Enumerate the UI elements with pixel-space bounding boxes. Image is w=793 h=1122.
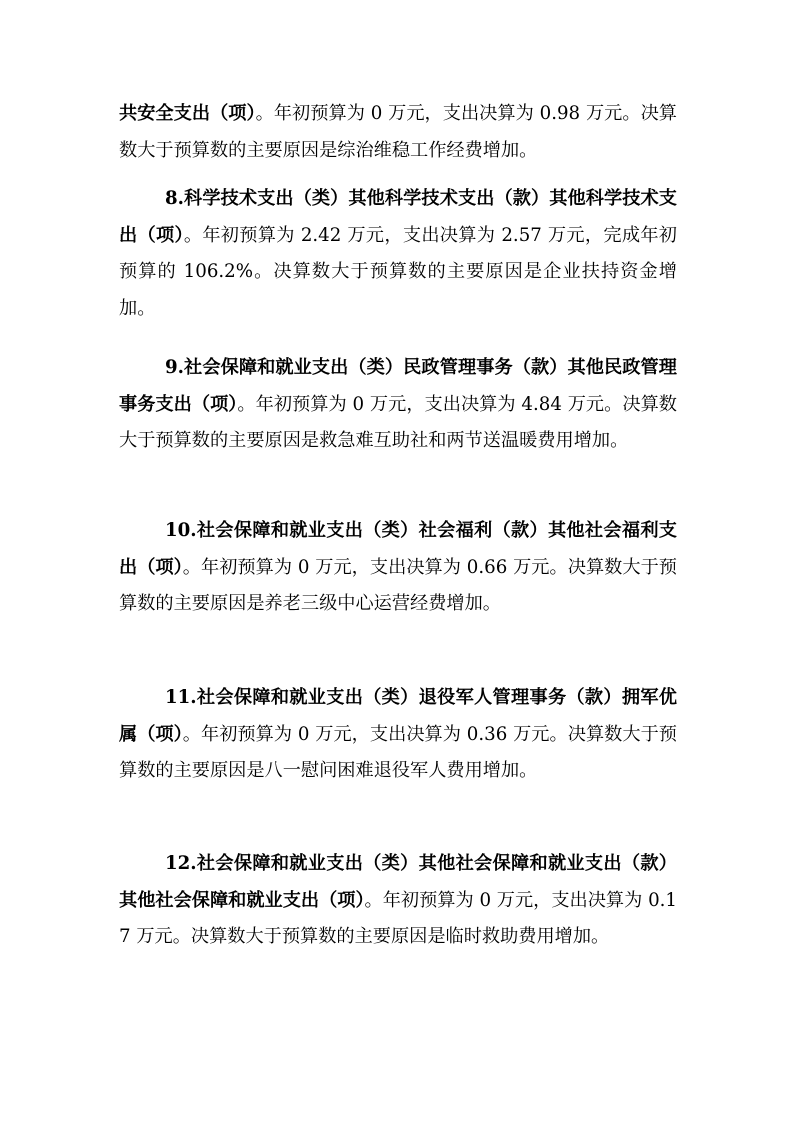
- paragraph-body: 。年初预算为 2.42 万元，支出决算为 2.57 万元，完成年初预算的 106.2%。决算数大于预算数的主要原因是企业扶持资金增加。: [119, 224, 677, 319]
- paragraph-heading: 9.社会保障和就业支出（类）民政管理事务（款）其他民政管理事务支出（项）: [119, 357, 677, 415]
- paragraph-item-9: [119, 350, 677, 460]
- paragraph-heading: 12.社会保障和就业支出（类）其他社会保障和就业支出（款）其他社会保障和就业支出（项）: [119, 853, 677, 911]
- paragraph-heading: 共安全支出（项）: [119, 103, 256, 124]
- paragraph-heading: 10.社会保障和就业支出（类）社会福利（款）其他社会福利支出（项）: [119, 520, 677, 578]
- paragraph-item-8: [119, 181, 677, 327]
- paragraph-body: 。年初预算为 0 万元，支出决算为 4.84 万元。决算数大于预算数的主要原因是救急难互助社和两节送温暖费用增加。: [119, 393, 677, 452]
- paragraph-item-10: [119, 513, 677, 623]
- paragraph-public-safety-continued: [119, 96, 677, 169]
- paragraph-item-11: [119, 680, 677, 790]
- paragraph-item-12: [119, 846, 677, 956]
- paragraph-heading: 8.科学技术支出（类）其他科学技术支出（款）其他科学技术支出（项）: [119, 188, 677, 246]
- paragraph-body: 。年初预算为 0 万元，支出决算为 0.98 万元。决算数大于预算数的主要原因是综治维稳工作经费增加。: [119, 103, 677, 161]
- paragraph-body: 。年初预算为 0 万元，支出决算为 0.66 万元。决算数大于预算数的主要原因是养老三级中心运营经费增加。: [119, 556, 677, 615]
- paragraph-body: 。年初预算为 0 万元，支出决算为 0.17 万元。决算数大于预算数的主要原因是临时救助费用增加。: [119, 889, 677, 948]
- paragraph-body: 。年初预算为 0 万元，支出决算为 0.36 万元。决算数大于预算数的主要原因是八一慰问困难退役军人费用增加。: [119, 723, 677, 782]
- paragraph-heading: 11.社会保障和就业支出（类）退役军人管理事务（款）拥军优属（项）: [119, 687, 677, 745]
